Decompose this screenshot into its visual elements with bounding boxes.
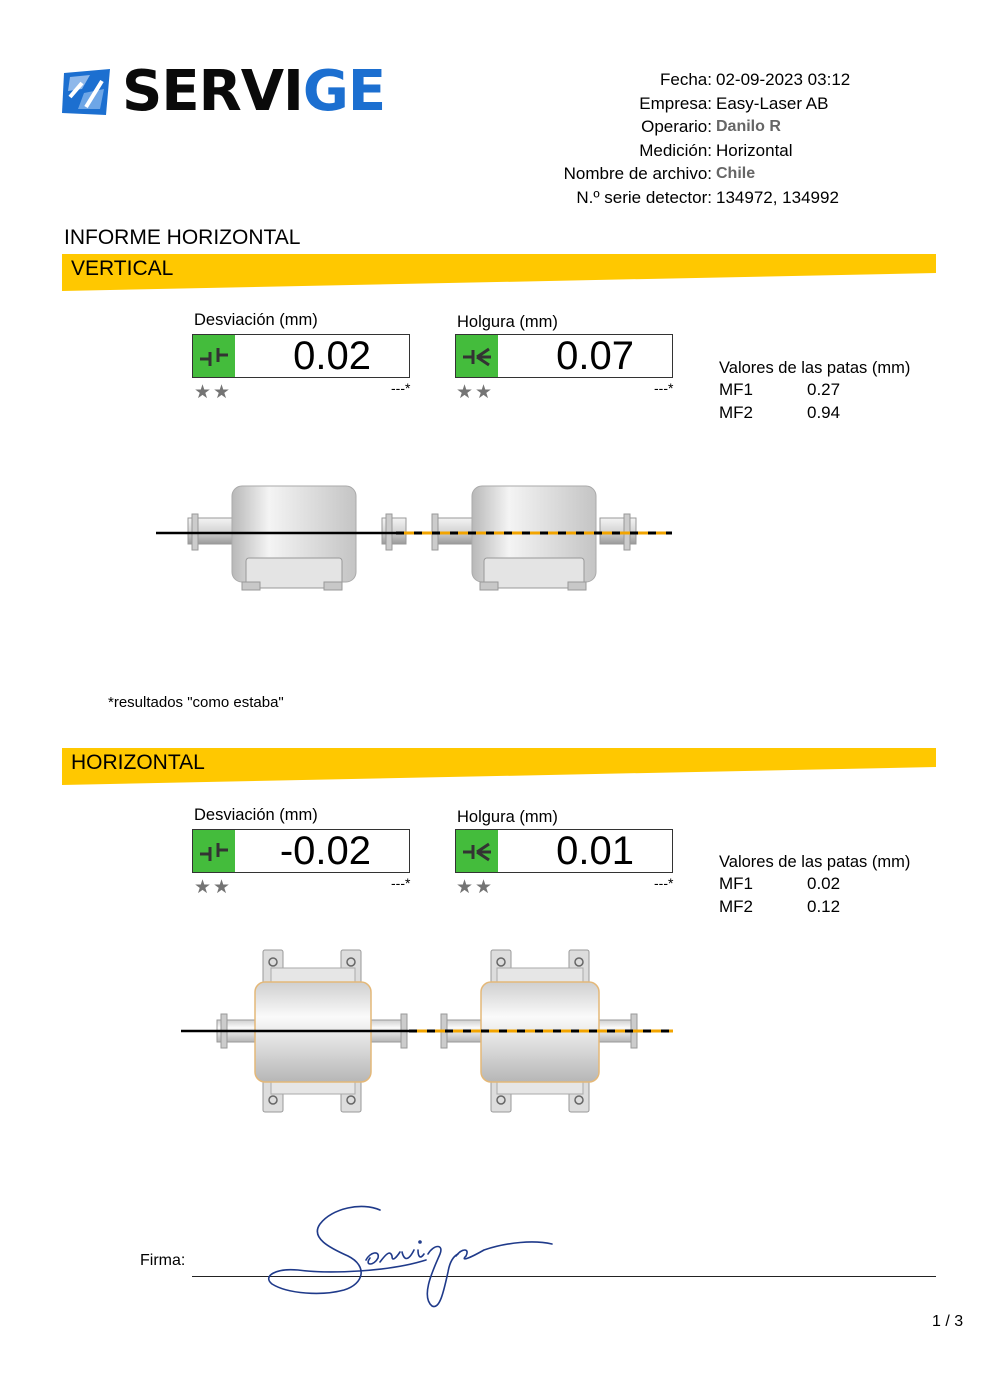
side-view-machines [150, 478, 690, 598]
section-band-vertical [62, 254, 936, 290]
section-band-horizontal [62, 748, 936, 784]
angle-label: Holgura (mm) [457, 313, 558, 331]
meta-label: Medición: [639, 140, 712, 160]
feet-row [719, 401, 910, 424]
as-found-marker: ---* [391, 380, 411, 396]
as-found-marker: ---* [654, 875, 674, 891]
feet-value: 0.94 [807, 403, 841, 422]
meta-label: Nombre de archivo: [563, 164, 712, 183]
feet-name: MF2 [719, 403, 753, 422]
logo-emblem-icon [60, 67, 114, 117]
top-view-machines [175, 948, 685, 1114]
meta-row-operario [540, 115, 960, 139]
feet-row [719, 872, 910, 895]
feet-values [719, 359, 910, 424]
meta-label: N.º serie detector: [576, 187, 712, 207]
offset-indicator [193, 335, 235, 377]
angle-value: 0.01 [556, 829, 634, 873]
company-logo [60, 59, 386, 124]
feet-value: 0.12 [807, 897, 841, 916]
quality-stars: ★★ [456, 382, 495, 403]
offset-indicator [193, 830, 235, 872]
as-found-marker: ---* [391, 875, 411, 891]
offset-label: Desviación (mm) [194, 806, 318, 824]
meta-row-medicion [540, 139, 960, 163]
meta-label: Fecha: [660, 70, 712, 89]
machine-right [432, 486, 636, 590]
report-meta [540, 68, 960, 209]
quality-stars: ★★ [194, 877, 233, 898]
angle-icon [462, 346, 492, 368]
offset-value-box [192, 829, 410, 873]
offset-value-box [192, 334, 410, 378]
feet-title: Valores de las patas (mm) [719, 359, 911, 377]
feet-row [719, 895, 910, 918]
meta-value: 134972, 134992 [716, 187, 839, 207]
angle-label: Holgura (mm) [457, 808, 558, 826]
section-title: VERTICAL [71, 257, 174, 280]
angle-value-box [455, 334, 673, 378]
logo-wordmark-main: SERVI [122, 59, 303, 124]
quality-stars: ★★ [456, 877, 495, 898]
page-number: 1 / 3 [932, 1313, 964, 1330]
offset-value: -0.02 [279, 829, 371, 873]
feet-name: MF1 [719, 380, 753, 399]
offset-icon [199, 841, 229, 863]
offset-value: 0.02 [293, 334, 371, 378]
signature-label: Firma: [140, 1252, 186, 1269]
angle-indicator [456, 335, 498, 377]
feet-title: Valores de las patas (mm) [719, 853, 911, 871]
meta-value: Horizontal [716, 140, 793, 160]
meta-value: Easy-Laser AB [716, 93, 829, 113]
section-title: HORIZONTAL [71, 751, 205, 774]
meta-value: Danilo R [716, 118, 781, 135]
feet-values [719, 853, 910, 918]
feet-name: MF1 [719, 874, 753, 893]
meta-row-fecha [540, 68, 960, 92]
quality-stars: ★★ [194, 382, 233, 403]
band-shape [62, 254, 936, 292]
feet-value: 0.27 [807, 380, 841, 399]
handwritten-signature [258, 1198, 558, 1314]
meta-row-serie [540, 186, 960, 210]
machine-left [188, 486, 406, 590]
meta-row-archivo [540, 162, 960, 186]
logo-wordmark [122, 59, 386, 124]
meta-value: 02-09-2023 03:12 [716, 70, 851, 89]
logo-wordmark-accent: GE [302, 59, 386, 124]
angle-value-box [455, 829, 673, 873]
angle-value: 0.07 [556, 334, 634, 378]
as-found-marker: ---* [654, 380, 674, 396]
as-found-note: *resultados "como estaba" [108, 694, 284, 711]
feet-row [719, 378, 910, 401]
meta-row-empresa [540, 92, 960, 116]
offset-icon [199, 346, 229, 368]
angle-indicator [456, 830, 498, 872]
feet-value: 0.02 [807, 874, 841, 893]
report-title: INFORME HORIZONTAL [64, 226, 301, 249]
offset-label: Desviación (mm) [194, 311, 318, 329]
feet-name: MF2 [719, 897, 753, 916]
meta-label: Empresa: [639, 93, 712, 113]
meta-value: Chile [716, 165, 756, 182]
angle-icon [462, 841, 492, 863]
meta-label: Operario: [641, 117, 712, 136]
